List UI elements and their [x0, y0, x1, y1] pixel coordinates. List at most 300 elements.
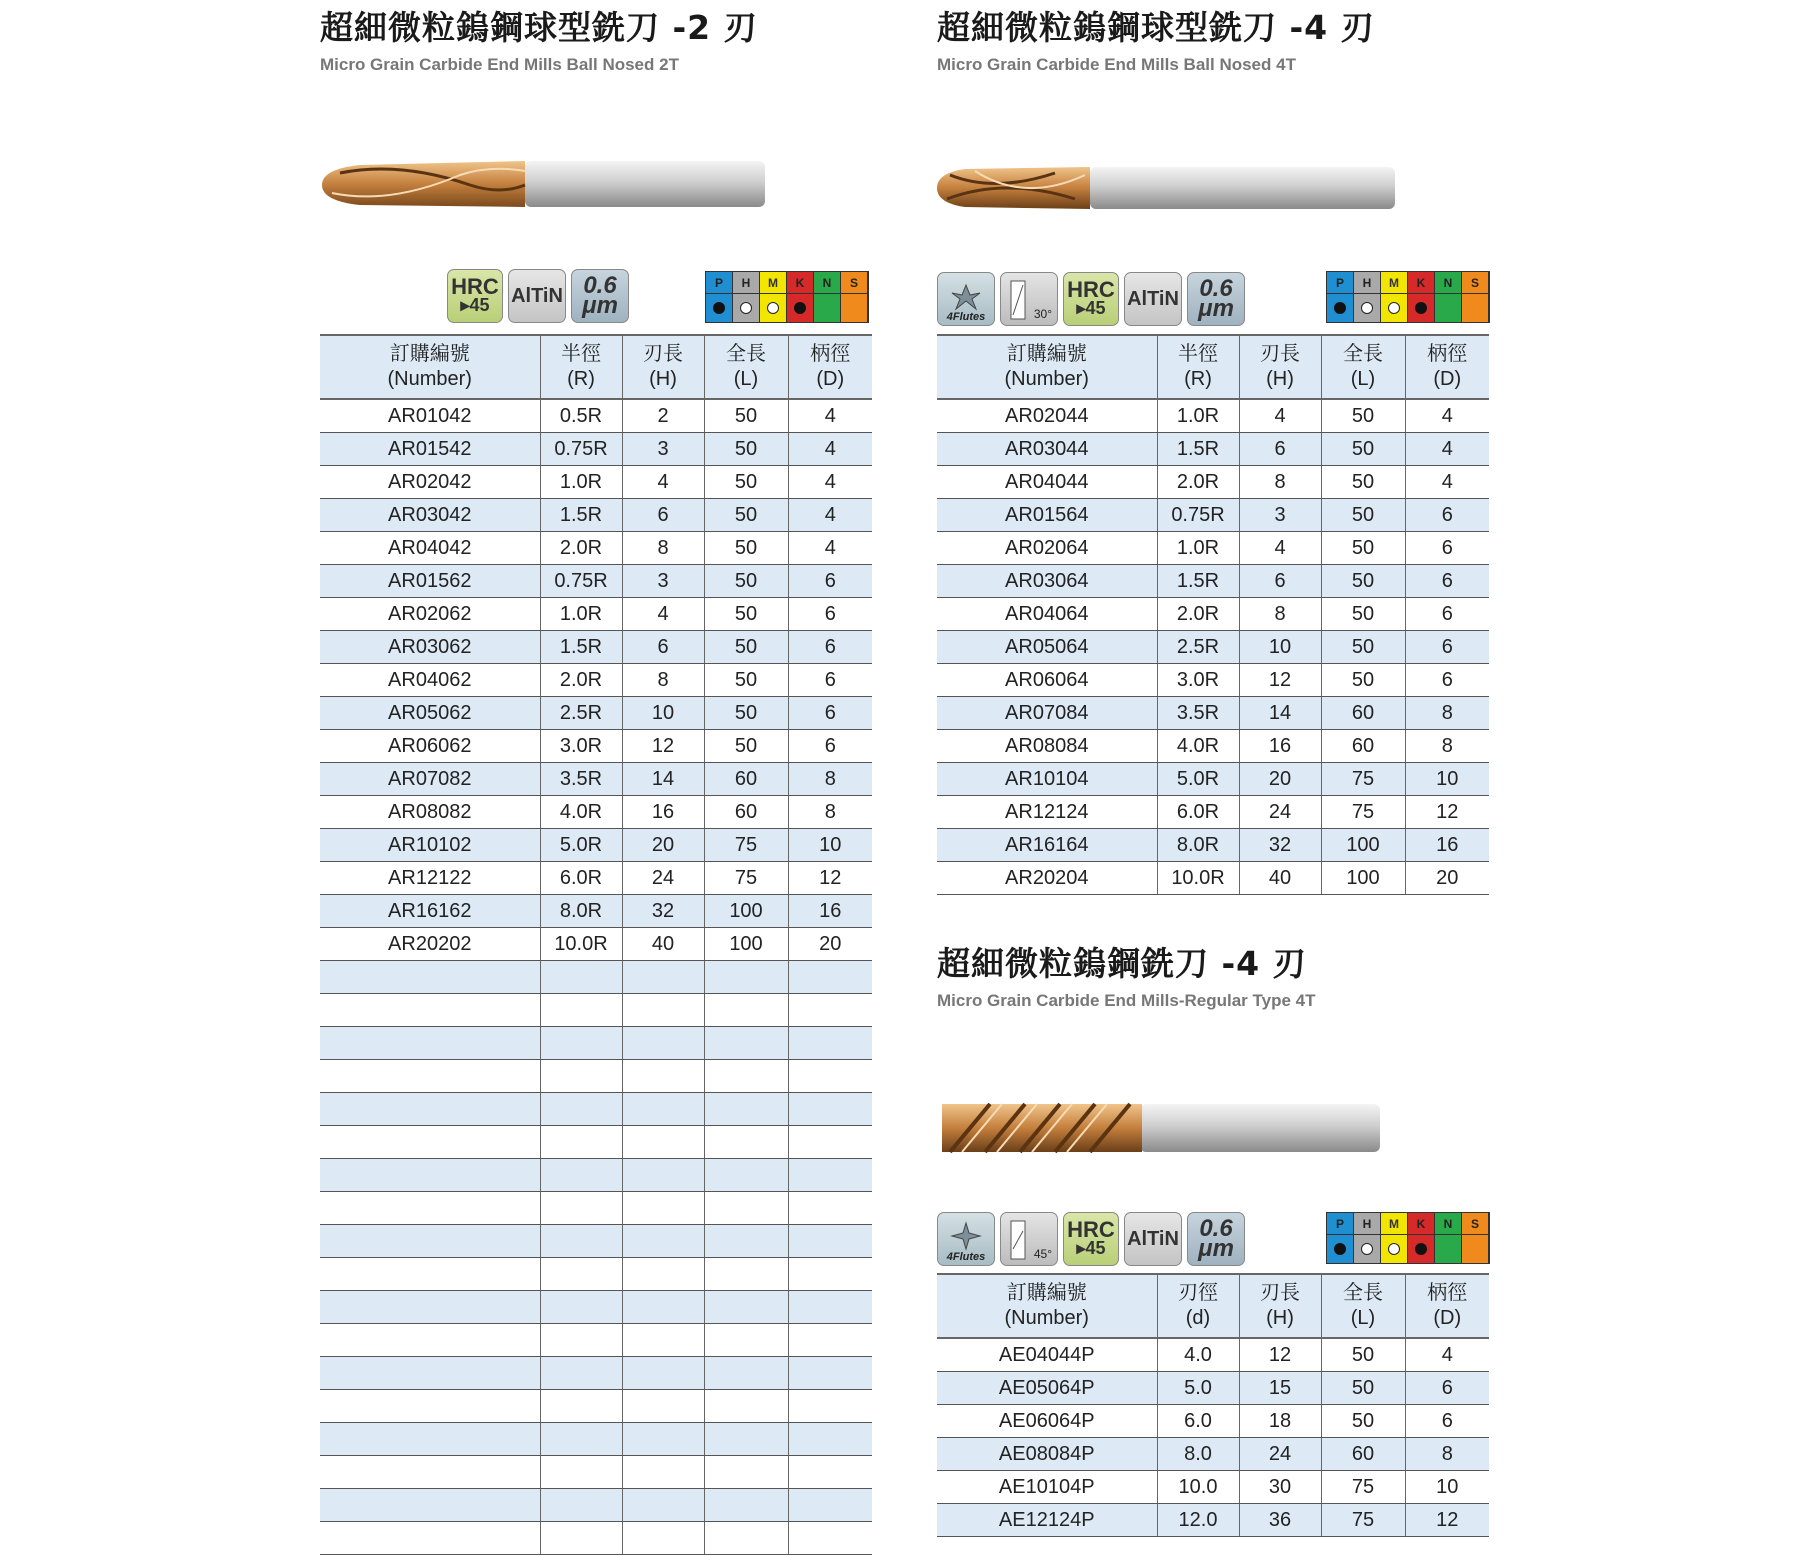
table-cell: [788, 961, 872, 994]
iso-s-header: S: [1462, 1213, 1489, 1235]
table-cell: [622, 1456, 704, 1489]
table-cell: 4.0R: [1157, 730, 1239, 763]
iso-h-mark: [1354, 294, 1381, 322]
table-cell: [320, 994, 540, 1027]
table-cell: 16: [622, 796, 704, 829]
table-cell: AR12124: [937, 796, 1157, 829]
iso-n-mark: [1435, 294, 1462, 322]
table-cell: [788, 1489, 872, 1522]
table-cell: 4: [1239, 532, 1321, 565]
table-cell: 60: [704, 796, 788, 829]
iso-material-chart: [1326, 1212, 1490, 1264]
table-cell: 50: [1321, 433, 1405, 466]
table-cell: [540, 1456, 622, 1489]
iso-p-mark: [706, 294, 733, 322]
table-cell: AE10104P: [937, 1471, 1157, 1504]
table-row: [320, 1522, 872, 1555]
table-cell: 12: [788, 862, 872, 895]
table-cell: 50: [704, 399, 788, 433]
table-row: [937, 1405, 1489, 1438]
table-cell: 32: [1239, 829, 1321, 862]
table-cell: AE04044P: [937, 1338, 1157, 1372]
table-cell: 4: [1405, 433, 1489, 466]
table-cell: [704, 1489, 788, 1522]
iso-n-header: N: [1435, 272, 1462, 294]
table-cell: 0.5R: [540, 399, 622, 433]
table-cell: 24: [622, 862, 704, 895]
iso-k-mark: [787, 294, 814, 322]
table-cell: 60: [1321, 697, 1405, 730]
table-cell: AR12122: [320, 862, 540, 895]
table-cell: 50: [704, 499, 788, 532]
table-cell: AR06062: [320, 730, 540, 763]
open-circle-icon: [1361, 1243, 1373, 1255]
ball-2t-spec-table: [320, 334, 872, 1555]
table-cell: AR06064: [937, 664, 1157, 697]
table-row: [320, 598, 872, 631]
table-cell: [788, 1456, 872, 1489]
table-cell: 2.5R: [540, 697, 622, 730]
table-cell: 10: [1405, 763, 1489, 796]
table-cell: AR05064: [937, 631, 1157, 664]
table-cell: [788, 1159, 872, 1192]
table-cell: 75: [1321, 1471, 1405, 1504]
table-row: [320, 631, 872, 664]
table-cell: 12: [1239, 664, 1321, 697]
table-row: [320, 1456, 872, 1489]
table-row: [937, 433, 1489, 466]
table-cell: 0.75R: [540, 565, 622, 598]
section-ball-2t-heading: [320, 2, 758, 75]
table-cell: 0.75R: [1157, 499, 1239, 532]
table-cell: 4: [788, 466, 872, 499]
table-cell: 75: [1321, 1504, 1405, 1537]
table-cell: [788, 1027, 872, 1060]
table-cell: 50: [1321, 1338, 1405, 1372]
table-cell: [704, 1324, 788, 1357]
iso-k-mark: [1408, 1235, 1435, 1263]
table-cell: 8.0R: [1157, 829, 1239, 862]
table-row: [320, 895, 872, 928]
table-cell: [622, 1093, 704, 1126]
table-cell: [622, 1390, 704, 1423]
table-cell: [622, 1324, 704, 1357]
table-cell: 1.0R: [1157, 399, 1239, 433]
table-cell: 10: [1405, 1471, 1489, 1504]
table-row: [937, 763, 1489, 796]
table-cell: 50: [704, 532, 788, 565]
table-row: [937, 697, 1489, 730]
table-cell: [622, 1225, 704, 1258]
column-header: 全長 (L): [704, 335, 788, 399]
table-row: [320, 1192, 872, 1225]
filled-circle-icon: [1415, 302, 1427, 314]
table-cell: [788, 1324, 872, 1357]
table-row: [937, 1438, 1489, 1471]
table-cell: 75: [704, 829, 788, 862]
iso-m-mark: [1381, 294, 1408, 322]
table-cell: 20: [1239, 763, 1321, 796]
table-cell: [704, 1456, 788, 1489]
ball-nose-4t-tool-image: [935, 163, 1400, 213]
table-row: [937, 829, 1489, 862]
table-cell: 4: [788, 399, 872, 433]
table-cell: 8: [622, 664, 704, 697]
table-cell: 5.0R: [1157, 763, 1239, 796]
table-row: [937, 1504, 1489, 1537]
table-cell: 6: [788, 598, 872, 631]
table-row: [320, 664, 872, 697]
table-cell: [704, 1126, 788, 1159]
table-cell: [788, 994, 872, 1027]
table-cell: 4: [1239, 399, 1321, 433]
table-cell: 8: [1405, 730, 1489, 763]
table-cell: 50: [1321, 466, 1405, 499]
table-cell: 50: [704, 730, 788, 763]
table-cell: AE06064P: [937, 1405, 1157, 1438]
table-row: [937, 565, 1489, 598]
table-row: [937, 730, 1489, 763]
section-subtitle: Micro Grain Carbide End Mills-Regular Type 4T: [937, 991, 1316, 1010]
table-cell: 14: [622, 763, 704, 796]
table-cell: 4: [1405, 1338, 1489, 1372]
table-cell: [704, 1060, 788, 1093]
table-cell: [622, 1060, 704, 1093]
table-row: [320, 1225, 872, 1258]
table-cell: 8: [1405, 697, 1489, 730]
filled-circle-icon: [1334, 1243, 1346, 1255]
table-cell: AR07082: [320, 763, 540, 796]
table-row: [937, 631, 1489, 664]
iso-n-mark: [1435, 1235, 1462, 1263]
table-cell: 8: [788, 796, 872, 829]
table-cell: 1.0R: [540, 466, 622, 499]
table-row: [320, 532, 872, 565]
table-cell: AR20204: [937, 862, 1157, 895]
iso-material-chart: [1326, 271, 1490, 323]
table-cell: [788, 1126, 872, 1159]
table-cell: [704, 1357, 788, 1390]
table-cell: [320, 1093, 540, 1126]
table-cell: 30: [1239, 1471, 1321, 1504]
column-header: 全長 (L): [1321, 335, 1405, 399]
table-cell: 6: [1405, 532, 1489, 565]
table-cell: 8.0R: [540, 895, 622, 928]
table-cell: 50: [1321, 664, 1405, 697]
table-cell: 3: [622, 565, 704, 598]
helix-angle-icon: 30°: [1000, 272, 1058, 326]
table-cell: 50: [1321, 565, 1405, 598]
table-cell: [788, 1390, 872, 1423]
table-cell: 50: [1321, 1372, 1405, 1405]
column-header: 半徑 (R): [1157, 335, 1239, 399]
column-header: 半徑 (R): [540, 335, 622, 399]
table-cell: 3.5R: [1157, 697, 1239, 730]
table-cell: 75: [1321, 796, 1405, 829]
iso-m-mark: [1381, 1235, 1408, 1263]
table-cell: 3: [622, 433, 704, 466]
table-cell: 2.0R: [540, 664, 622, 697]
table-cell: 2.0R: [1157, 466, 1239, 499]
table-row: [320, 1423, 872, 1456]
table-cell: AR04042: [320, 532, 540, 565]
table-cell: 4: [622, 466, 704, 499]
table-cell: 6: [1405, 631, 1489, 664]
iso-h-header: H: [733, 272, 760, 294]
table-row: [320, 1357, 872, 1390]
table-cell: 18: [1239, 1405, 1321, 1438]
table-cell: AR10102: [320, 829, 540, 862]
table-row: [320, 829, 872, 862]
table-cell: 5.0: [1157, 1372, 1239, 1405]
iso-s-mark: [841, 294, 868, 322]
table-cell: [540, 1357, 622, 1390]
table-cell: AR01542: [320, 433, 540, 466]
table-cell: AR20202: [320, 928, 540, 961]
table-cell: 6.0: [1157, 1405, 1239, 1438]
table-cell: [788, 1258, 872, 1291]
table-cell: [540, 961, 622, 994]
table-cell: AR10104: [937, 763, 1157, 796]
table-cell: 6: [788, 664, 872, 697]
table-cell: 1.5R: [540, 499, 622, 532]
table-cell: 100: [704, 895, 788, 928]
table-cell: AE12124P: [937, 1504, 1157, 1537]
table-cell: [704, 1159, 788, 1192]
section-regular-4t-heading: [937, 938, 1315, 1011]
table-cell: 5.0R: [540, 829, 622, 862]
open-circle-icon: [1388, 302, 1400, 314]
table-cell: 16: [1239, 730, 1321, 763]
iso-k-header: K: [1408, 272, 1435, 294]
table-cell: AR01564: [937, 499, 1157, 532]
table-cell: [704, 961, 788, 994]
table-cell: 12.0: [1157, 1504, 1239, 1537]
table-cell: 50: [704, 598, 788, 631]
table-cell: 20: [622, 829, 704, 862]
column-header: 訂購編號 (Number): [937, 335, 1157, 399]
table-cell: [622, 1522, 704, 1555]
table-cell: 8: [622, 532, 704, 565]
table-cell: 16: [1405, 829, 1489, 862]
table-cell: [622, 1489, 704, 1522]
four-flutes-icon: 4Flutes: [937, 1212, 995, 1266]
table-cell: [320, 961, 540, 994]
table-cell: AR08084: [937, 730, 1157, 763]
table-cell: [622, 961, 704, 994]
table-cell: [540, 1126, 622, 1159]
table-cell: 12: [622, 730, 704, 763]
table-cell: [320, 1291, 540, 1324]
table-cell: AR04062: [320, 664, 540, 697]
table-row: [320, 730, 872, 763]
table-cell: 50: [1321, 631, 1405, 664]
table-cell: 8: [1405, 1438, 1489, 1471]
table-cell: [622, 1357, 704, 1390]
table-cell: 6: [788, 565, 872, 598]
table-cell: 6: [788, 697, 872, 730]
table-cell: AR08082: [320, 796, 540, 829]
table-cell: 20: [788, 928, 872, 961]
table-cell: AR02044: [937, 399, 1157, 433]
section-subtitle: Micro Grain Carbide End Mills Ball Nosed 2T: [320, 55, 679, 74]
table-row: [320, 1093, 872, 1126]
table-row: [320, 961, 872, 994]
table-cell: [788, 1192, 872, 1225]
table-cell: AR02064: [937, 532, 1157, 565]
filled-circle-icon: [1334, 302, 1346, 314]
table-cell: [704, 1390, 788, 1423]
table-cell: 10.0: [1157, 1471, 1239, 1504]
table-cell: 1.5R: [1157, 433, 1239, 466]
grain-size-icon: 0.6 μm: [1187, 1212, 1245, 1266]
table-cell: [320, 1159, 540, 1192]
table-cell: [788, 1093, 872, 1126]
table-cell: 60: [1321, 730, 1405, 763]
table-cell: 4: [1405, 466, 1489, 499]
table-cell: [320, 1027, 540, 1060]
table-cell: 8: [1239, 466, 1321, 499]
table-cell: 8.0: [1157, 1438, 1239, 1471]
table-cell: [320, 1357, 540, 1390]
table-row: [320, 1324, 872, 1357]
iso-m-header: M: [760, 272, 787, 294]
spec-badges: [447, 268, 629, 324]
iso-h-header: H: [1354, 272, 1381, 294]
table-cell: [320, 1423, 540, 1456]
table-cell: 10.0R: [1157, 862, 1239, 895]
table-cell: 6.0R: [540, 862, 622, 895]
table-cell: 32: [622, 895, 704, 928]
table-cell: AR05062: [320, 697, 540, 730]
table-cell: 50: [704, 697, 788, 730]
table-cell: [622, 1126, 704, 1159]
table-cell: 50: [704, 433, 788, 466]
table-row: [937, 1372, 1489, 1405]
iso-m-header: M: [1381, 1213, 1408, 1235]
table-cell: 6: [1405, 1405, 1489, 1438]
table-cell: 6: [1405, 499, 1489, 532]
table-cell: 4: [622, 598, 704, 631]
table-cell: [320, 1324, 540, 1357]
table-row: [937, 1471, 1489, 1504]
table-cell: 16: [788, 895, 872, 928]
table-cell: 60: [1321, 1438, 1405, 1471]
iso-k-header: K: [1408, 1213, 1435, 1235]
table-cell: 6: [788, 631, 872, 664]
table-cell: [704, 1522, 788, 1555]
table-cell: [540, 994, 622, 1027]
table-row: [320, 1258, 872, 1291]
column-header: 柄徑 (D): [1405, 335, 1489, 399]
table-row: [320, 862, 872, 895]
filled-circle-icon: [713, 302, 725, 314]
table-cell: [320, 1126, 540, 1159]
table-cell: 4.0R: [540, 796, 622, 829]
table-row: [937, 499, 1489, 532]
column-header: 刃長 (H): [1239, 335, 1321, 399]
column-header: 訂購編號 (Number): [320, 335, 540, 399]
table-cell: 1.0R: [1157, 532, 1239, 565]
table-cell: [788, 1225, 872, 1258]
grain-size-icon: 0.6 μm: [1187, 272, 1245, 326]
filled-circle-icon: [1415, 1243, 1427, 1255]
open-circle-icon: [1361, 302, 1373, 314]
iso-n-mark: [814, 294, 841, 322]
table-cell: [320, 1390, 540, 1423]
table-cell: 6: [1405, 598, 1489, 631]
table-cell: [540, 1291, 622, 1324]
table-cell: AR02042: [320, 466, 540, 499]
section-ball-4t-heading: [937, 2, 1375, 75]
table-cell: [704, 1027, 788, 1060]
table-cell: 50: [704, 631, 788, 664]
open-circle-icon: [1388, 1243, 1400, 1255]
table-cell: 6.0R: [1157, 796, 1239, 829]
table-row: [937, 862, 1489, 895]
table-cell: [622, 994, 704, 1027]
table-row: [320, 1291, 872, 1324]
table-cell: 6: [1405, 664, 1489, 697]
table-cell: [540, 1192, 622, 1225]
table-cell: 6: [1405, 1372, 1489, 1405]
table-row: [320, 1489, 872, 1522]
table-cell: 2.0R: [1157, 598, 1239, 631]
table-cell: 20: [1405, 862, 1489, 895]
hrc-45-icon: HRC ▸45: [447, 269, 503, 323]
four-flutes-icon: 4Flutes: [937, 272, 995, 326]
table-cell: [540, 1093, 622, 1126]
table-cell: [704, 1093, 788, 1126]
table-row: [320, 763, 872, 796]
section-subtitle: Micro Grain Carbide End Mills Ball Nosed 4T: [937, 55, 1296, 74]
table-cell: 12: [1405, 1504, 1489, 1537]
table-cell: AR04064: [937, 598, 1157, 631]
table-cell: [320, 1060, 540, 1093]
table-cell: [540, 1489, 622, 1522]
iso-p-header: P: [1327, 1213, 1354, 1235]
table-cell: [704, 1192, 788, 1225]
table-cell: [704, 1258, 788, 1291]
table-cell: 1.5R: [1157, 565, 1239, 598]
table-row: [320, 499, 872, 532]
table-cell: AR03044: [937, 433, 1157, 466]
iso-n-header: N: [1435, 1213, 1462, 1235]
table-cell: 10: [788, 829, 872, 862]
iso-h-header: H: [1354, 1213, 1381, 1235]
table-row: [937, 532, 1489, 565]
table-cell: 10: [622, 697, 704, 730]
table-cell: 4: [788, 499, 872, 532]
section-title: 超細微粒鎢鋼球型銑刀 -4 刃: [937, 8, 1375, 47]
table-row: [320, 399, 872, 433]
section-title: 超細微粒鎢鋼銑刀 -4 刃: [937, 944, 1307, 983]
column-header: 柄徑 (D): [1405, 1274, 1489, 1338]
table-cell: 100: [1321, 829, 1405, 862]
table-cell: [788, 1291, 872, 1324]
table-cell: 10.0R: [540, 928, 622, 961]
table-cell: 2.5R: [1157, 631, 1239, 664]
table-cell: 40: [1239, 862, 1321, 895]
table-cell: [320, 1258, 540, 1291]
table-cell: [320, 1522, 540, 1555]
table-cell: [540, 1258, 622, 1291]
table-cell: [788, 1522, 872, 1555]
table-cell: 50: [1321, 499, 1405, 532]
table-cell: 14: [1239, 697, 1321, 730]
iso-s-mark: [1462, 294, 1489, 322]
table-cell: 4.0: [1157, 1338, 1239, 1372]
